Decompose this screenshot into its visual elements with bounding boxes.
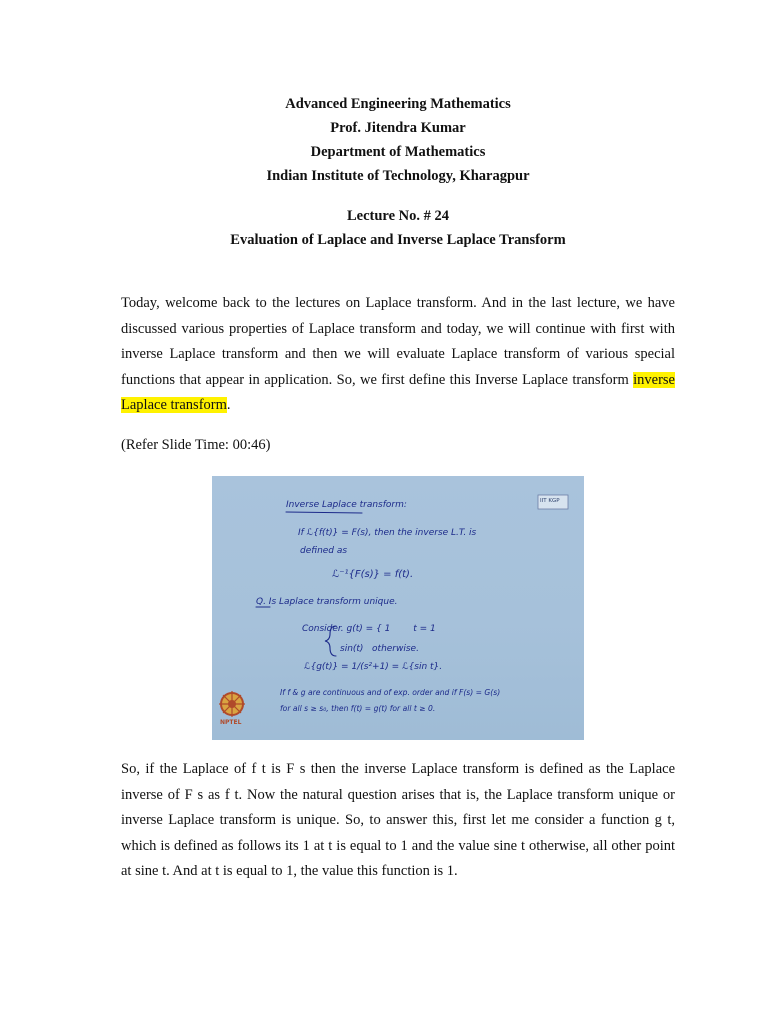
intro-paragraph-end: . [226,397,231,413]
slide-line-9: If f & g are continuous and of exp. order and if F(s) = G(s) [280,688,501,697]
slide-line-3: defined as [300,546,348,556]
slide-line-4: ℒ⁻¹{F(s)} = f(t). [332,569,414,580]
institute-name: Indian Institute of Technology, Kharagpur [266,168,530,184]
intro-paragraph-text: Today, welcome back to the lectures on Laplace transform. And in the last lecture, we have discussed various properties of Laplace transform and today, we will continue with first with inverse Laplace transform and then we will evaluate Laplace transform of various special functions that appear in application. So, we first define this Inverse Laplace transform [121,295,675,388]
lecture-number: Lecture No. # 24 [346,208,450,224]
slide-line-7: sin(t) otherwise. [340,644,419,654]
slide-line-5: Q. Is Laplace transform unique. [256,597,398,607]
intro-paragraph [121,291,675,419]
lecture-title: Evaluation of Laplace and Inverse Laplace Transform [230,232,566,248]
lecture-heading [0,204,768,252]
department-name: Department of Mathematics [310,144,486,160]
professor-name: Prof. Jitendra Kumar [330,120,466,136]
lecture-slide-image [212,476,584,740]
highlighted-phrase: inverse Laplace transform [121,371,675,413]
nptel-logo-text: NPTEL [220,719,242,726]
slide-line-8: ℒ{g(t)} = 1/(s²+1) = ℒ{sin t}. [304,662,443,672]
explanation-paragraph: So, if the Laplace of f t is F s then the inverse Laplace transform is defined as the Laplace inverse of F s as f t. Now the natural question arises that is, the Laplace transform unique or inverse Laplace transform is unique. So, to answer this, first let me consider a function g t, which is defined as follows its 1 at t is equal to 1 and the value sine t otherwise, all other point at sine t. And at t is equal to 1, the value this function is 1. [121,761,675,879]
course-title: Advanced Engineering Mathematics [285,96,511,112]
slide-line-2: If ℒ{f(t)} = F(s), then the inverse L.T. is [298,528,477,538]
slide-corner-label: IIT KGP [540,498,560,504]
slide-line-6: Consider. g(t) = { 1 t = 1 [302,624,436,634]
refer-slide-time: (Refer Slide Time: 00:46) [121,437,271,453]
document-header [0,92,768,188]
slide-line-1: Inverse Laplace transform: [286,500,407,510]
slide-line-10: for all s ≥ s₀, then f(t) = g(t) for all t ≥ 0. [280,704,436,713]
